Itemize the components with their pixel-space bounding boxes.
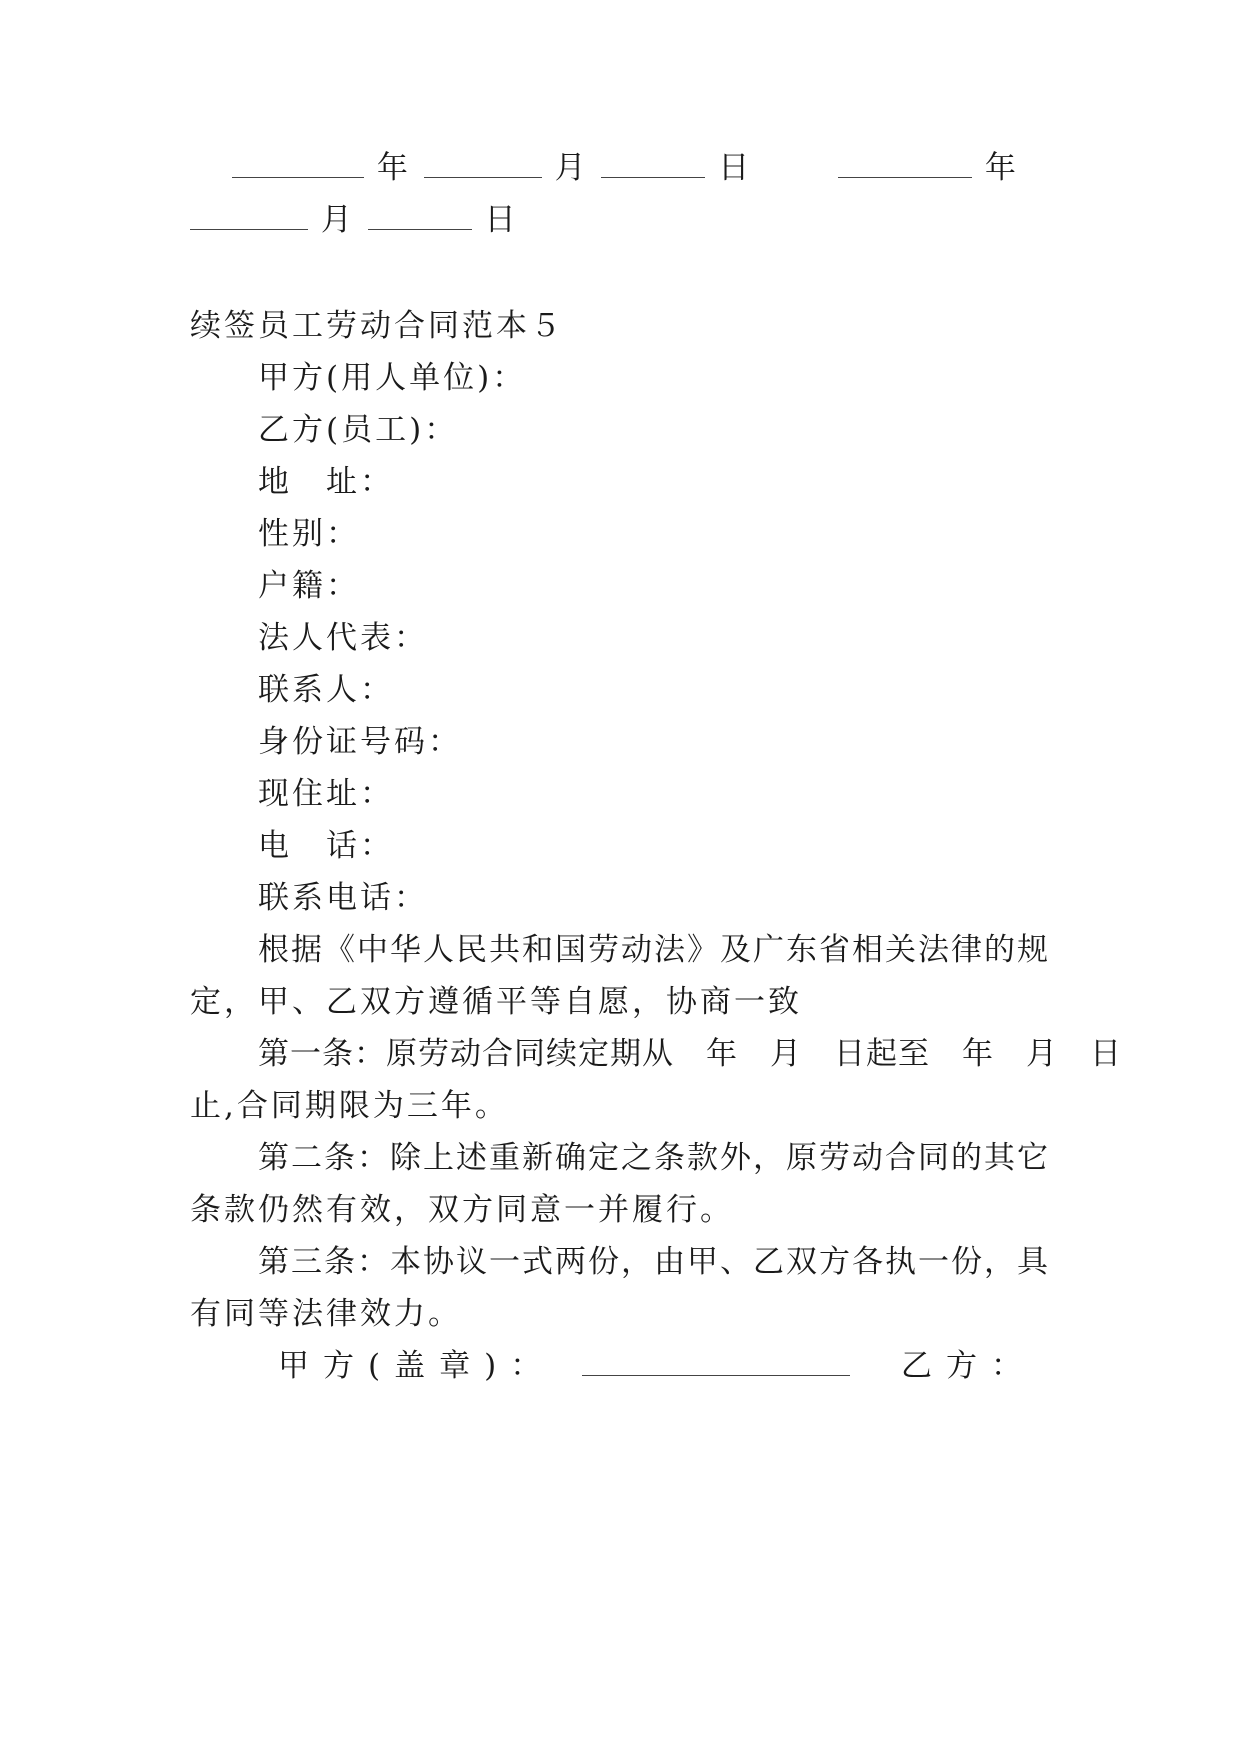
year-label-2: 年 (984, 150, 1019, 186)
day-label-1: 日 (718, 150, 753, 186)
intro-paragraph-line-2: 定，甲、乙双方遵循平等自愿，协商一致 (190, 984, 802, 1020)
field-contact-person: 联系人： (258, 672, 394, 708)
party-a-seal-label: 甲方(盖章)： (278, 1348, 556, 1384)
field-phone: 电 话： (258, 828, 394, 864)
field-household: 户籍： (258, 568, 360, 604)
field-current-address: 现住址： (258, 776, 394, 812)
field-contact-phone: 联系电话： (258, 880, 428, 916)
intro-paragraph-line-1: 根据《中华人民共和国劳动法》及广东省相关法律的规 (258, 932, 1050, 968)
party-b-label: 乙方： (901, 1348, 1036, 1384)
month-label-2: 月 (320, 202, 355, 238)
article-1-line-2: 止,合同期限为三年。 (190, 1088, 509, 1124)
date-line-1 (232, 148, 1050, 188)
document-title: 续签员工劳动合同范本５ (190, 308, 564, 344)
field-gender: 性别： (258, 516, 360, 552)
article-2-line-2: 条款仍然有效，双方同意一并履行。 (190, 1192, 734, 1228)
article-1-line-1: 第一条：原劳动合同续定期从 年 月 日起至 年 月 日 (258, 1036, 1122, 1072)
signature-line (278, 1346, 1050, 1386)
field-legal-rep: 法人代表： (258, 620, 428, 656)
date-line-2 (190, 200, 1050, 240)
field-id-number: 身份证号码： (258, 724, 462, 760)
year-label-1: 年 (376, 150, 411, 186)
month-label-1: 月 (554, 150, 589, 186)
field-address: 地 址： (258, 464, 394, 500)
day-label-2: 日 (484, 202, 519, 238)
party-a-signature-blank (582, 1349, 850, 1376)
article-2-line-1: 第二条：除上述重新确定之条款外，原劳动合同的其它 (258, 1140, 1050, 1176)
article-3-line-2: 有同等法律效力。 (190, 1296, 462, 1332)
article-3-line-1: 第三条：本协议一式两份，由甲、乙双方各执一份，具 (258, 1244, 1050, 1280)
field-employer: 甲方(用人单位)： (258, 360, 527, 396)
field-employee: 乙方(员工)： (258, 412, 459, 448)
